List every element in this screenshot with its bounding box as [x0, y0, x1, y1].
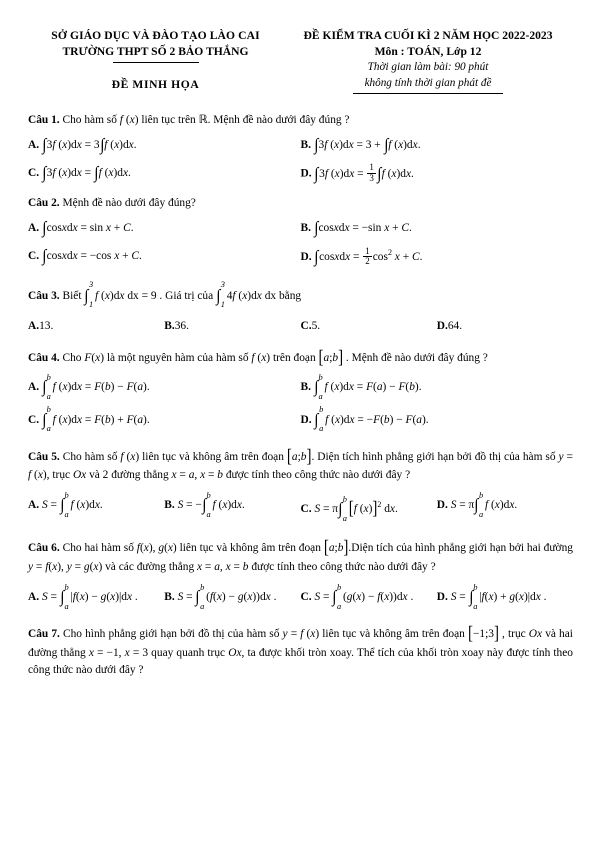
question-5-options	[28, 491, 573, 524]
option-4-A[interactable]	[28, 373, 301, 401]
option-4-C-text: ∫ b a f (x)dx = F(b) + F(a).	[42, 405, 150, 434]
option-1-C[interactable]	[28, 164, 301, 184]
option-5-B-text: S = −∫ b a f (x)dx.	[177, 491, 245, 520]
question-4-options	[28, 373, 573, 401]
option-3-B[interactable]	[164, 317, 300, 335]
option-1-A-text: ∫3f (x)dx = 3∫f (x)dx.	[42, 134, 137, 154]
option-2-C-text: ∫cosxdx = −cos x + C.	[42, 246, 142, 266]
document-header	[28, 28, 573, 94]
option-1-D[interactable]	[301, 164, 574, 184]
option-4-D[interactable]	[300, 405, 574, 434]
option-6-A-label: A.	[28, 591, 40, 604]
question-7-number: Câu 7.	[28, 628, 60, 641]
option-2-D[interactable]	[301, 247, 574, 267]
option-2-A-label: A.	[28, 222, 40, 235]
school-header	[28, 28, 283, 93]
questions-body	[28, 112, 573, 679]
question-1-text: Cho hàm số f (x) liên tục trên ℝ. Mệnh đề nào dưới đây đúng ?	[62, 113, 350, 126]
option-6-B[interactable]	[164, 582, 300, 611]
q3-upper-1: 3	[89, 280, 94, 290]
option-6-B-label: B.	[164, 591, 175, 604]
q3-upper-2: 3	[220, 280, 225, 290]
option-6-C-text: S = ∫ b a (g(x) − f(x))dx .	[314, 582, 414, 611]
option-6-B-text: S = ∫ b a (f(x) − g(x))dx .	[177, 582, 277, 611]
question-3-number: Câu 3.	[28, 289, 60, 302]
option-2-C[interactable]	[28, 247, 301, 267]
option-2-D-text: ∫cosxdx = $\frac{1}{2}$ $\cos^2 x + C$.	[314, 245, 423, 267]
option-5-D-label: D.	[436, 499, 448, 512]
option-5-D-text: S = π∫ b a f (x)dx.	[450, 491, 518, 520]
question-2-options	[28, 219, 573, 237]
option-3-D-text: 64.	[447, 319, 463, 332]
option-4-C[interactable]	[28, 405, 301, 434]
question-6	[28, 536, 573, 576]
question-2-number: Câu 2.	[28, 197, 60, 210]
exam-duration-note: không tính thời gian phát đề	[364, 77, 492, 90]
option-5-C[interactable]	[300, 495, 437, 524]
option-2-A[interactable]	[28, 219, 301, 237]
option-6-C-label: C.	[300, 591, 312, 604]
question-1-options-2	[28, 164, 573, 184]
option-4-B-text: ∫ b a f (x)dx = F(a) − F(b).	[314, 373, 422, 401]
exam-type-label: ĐỀ MINH HỌA	[111, 78, 200, 92]
question-3-mid: dx = 9 . Giá trị của	[127, 289, 214, 302]
question-3-text: Biết ∫ 3 1 f (x)dx dx = 9 . Giá trị của ∫ 3 1 4f (x)dx dx bằng	[63, 290, 302, 302]
option-6-D[interactable]	[436, 582, 573, 611]
option-3-D-label: D.	[436, 319, 448, 332]
question-6-options	[28, 582, 573, 611]
question-3-options	[28, 317, 573, 335]
question-1	[28, 112, 573, 129]
option-3-C-label: C.	[300, 319, 312, 332]
option-6-D-label: D.	[436, 591, 448, 604]
question-1-options	[28, 136, 573, 154]
option-6-C[interactable]	[300, 582, 437, 611]
option-3-A-label: A.	[28, 319, 40, 332]
option-3-A[interactable]	[28, 317, 164, 335]
question-4	[28, 346, 573, 369]
question-5-text: Cho hàm số f (x) liên tục và không âm trên đoạn [a;b]. Diện tích hình phẳng giới hạn bởi đồ thị của hàm số y = f (x), trục Ox và 2 đường thẳng x = a, x = b được tính theo công thức nào dưới đây ?	[28, 446, 573, 482]
option-1-D-text: ∫3f (x)dx = $\frac{1}{3}$ ∫f (x)dx.	[314, 162, 414, 183]
option-6-A-text: S = ∫ b a |f(x) − g(x)|dx .	[41, 582, 138, 611]
question-3	[28, 280, 573, 309]
question-2-options-2	[28, 247, 573, 267]
option-4-A-text: ∫ b a f (x)dx = F(b) − F(a).	[42, 373, 150, 401]
option-3-D[interactable]	[437, 317, 573, 335]
option-4-B-label: B.	[300, 381, 311, 394]
option-1-D-label: D.	[300, 167, 312, 180]
exam-title: ĐỀ KIỂM TRA CUỐI KÌ 2 NĂM HỌC 2022-2023	[303, 29, 553, 42]
question-4-text: Cho F(x) là một nguyên hàm của hàm số f (x) trên đoạn [a;b] . Mệnh đề nào dưới đây đúng ?	[62, 347, 488, 368]
option-5-C-text: S = π∫ b a [f (x)]$^2$ dx.	[314, 495, 398, 524]
question-3-post: dx bằng	[264, 289, 302, 302]
q3-lower-1: 1	[89, 299, 94, 309]
option-6-D-text: S = ∫ b a |f(x) + g(x)|dx .	[450, 582, 547, 611]
question-1-number: Câu 1.	[28, 113, 60, 126]
question-6-number: Câu 6.	[28, 542, 60, 555]
option-3-B-label: B.	[164, 319, 175, 332]
option-4-B[interactable]	[300, 373, 574, 401]
option-2-D-label: D.	[300, 251, 312, 264]
question-4-number: Câu 4.	[28, 351, 60, 364]
exam-title-block	[283, 28, 573, 94]
school-name: TRƯỜNG THPT SỐ 2 BẢO THẮNG	[62, 44, 249, 58]
option-1-B[interactable]	[301, 136, 574, 154]
option-1-A[interactable]	[28, 136, 301, 154]
question-2-text: Mệnh đề nào dưới đây đúng?	[62, 197, 196, 210]
option-1-A-label: A.	[28, 138, 40, 151]
title-divider	[353, 93, 503, 94]
option-3-B-text: 36.	[174, 319, 189, 332]
option-3-A-text: 13.	[39, 319, 54, 332]
option-5-D[interactable]	[436, 491, 573, 520]
question-4-options-2	[28, 405, 573, 434]
option-5-B[interactable]	[164, 491, 300, 520]
option-2-B-text: ∫cosxdx = −sin x + C.	[314, 218, 412, 238]
question-2	[28, 195, 573, 212]
option-1-C-text: ∫3f (x)dx = ∫f (x)dx.	[42, 163, 131, 183]
option-5-C-label: C.	[300, 503, 312, 516]
exam-duration: Thời gian làm bài: 90 phút	[367, 61, 489, 74]
question-6-text: Cho hai hàm số f(x), g(x) liên tục và không âm trên đoạn [a;b].Diện tích của hình phẳng giới hạn bởi hai đường y = f(x), y = g(x) và các đường thẳng x = a, x = b được tính theo công thức nào dưới đây ?	[28, 538, 573, 573]
option-3-C[interactable]	[301, 317, 437, 335]
option-2-C-label: C.	[28, 250, 40, 263]
department-name: SỞ GIÁO DỤC VÀ ĐÀO TẠO LÀO CAI	[51, 29, 260, 42]
option-4-D-label: D.	[300, 413, 312, 426]
header-divider	[113, 62, 199, 63]
option-1-B-text: ∫3f (x)dx = 3 + ∫f (x)dx.	[314, 134, 421, 154]
option-5-A-text: S = ∫ b a f (x)dx.	[41, 491, 103, 520]
q3-lower-2: 1	[220, 299, 225, 309]
question-7-text: Cho hình phẳng giới hạn bởi đồ thị của hàm số y = f (x) liên tục và không âm trên đoạn [−1;3] , trục Ox và hai đường thẳng x = −1, x = 3 quay quanh trục Ox, ta được khối tròn xoay. Thể tích của khối tròn xoay này được tính theo công thức nào dưới đây ?	[28, 624, 573, 676]
option-2-B-label: B.	[300, 222, 311, 235]
question-5-number: Câu 5.	[28, 450, 60, 463]
option-4-C-label: C.	[28, 413, 40, 426]
option-5-A[interactable]	[28, 491, 164, 520]
option-6-A[interactable]	[28, 582, 164, 611]
option-4-D-text: ∫ b a f (x)dx = −F(b) − F(a).	[314, 405, 429, 434]
option-2-A-text: ∫cosxdx = sin x + C.	[42, 218, 134, 238]
option-1-C-label: C.	[28, 167, 40, 180]
question-7	[28, 622, 573, 679]
option-2-B[interactable]	[301, 219, 574, 237]
question-5	[28, 445, 573, 485]
option-5-B-label: B.	[164, 499, 175, 512]
exam-subject: Môn : TOÁN, Lớp 12	[374, 45, 482, 59]
option-5-A-label: A.	[28, 499, 40, 512]
option-1-B-label: B.	[300, 138, 311, 151]
question-3-pre: Biết	[62, 289, 82, 302]
option-3-C-text: 5.	[311, 319, 321, 332]
option-4-A-label: A.	[28, 381, 40, 394]
